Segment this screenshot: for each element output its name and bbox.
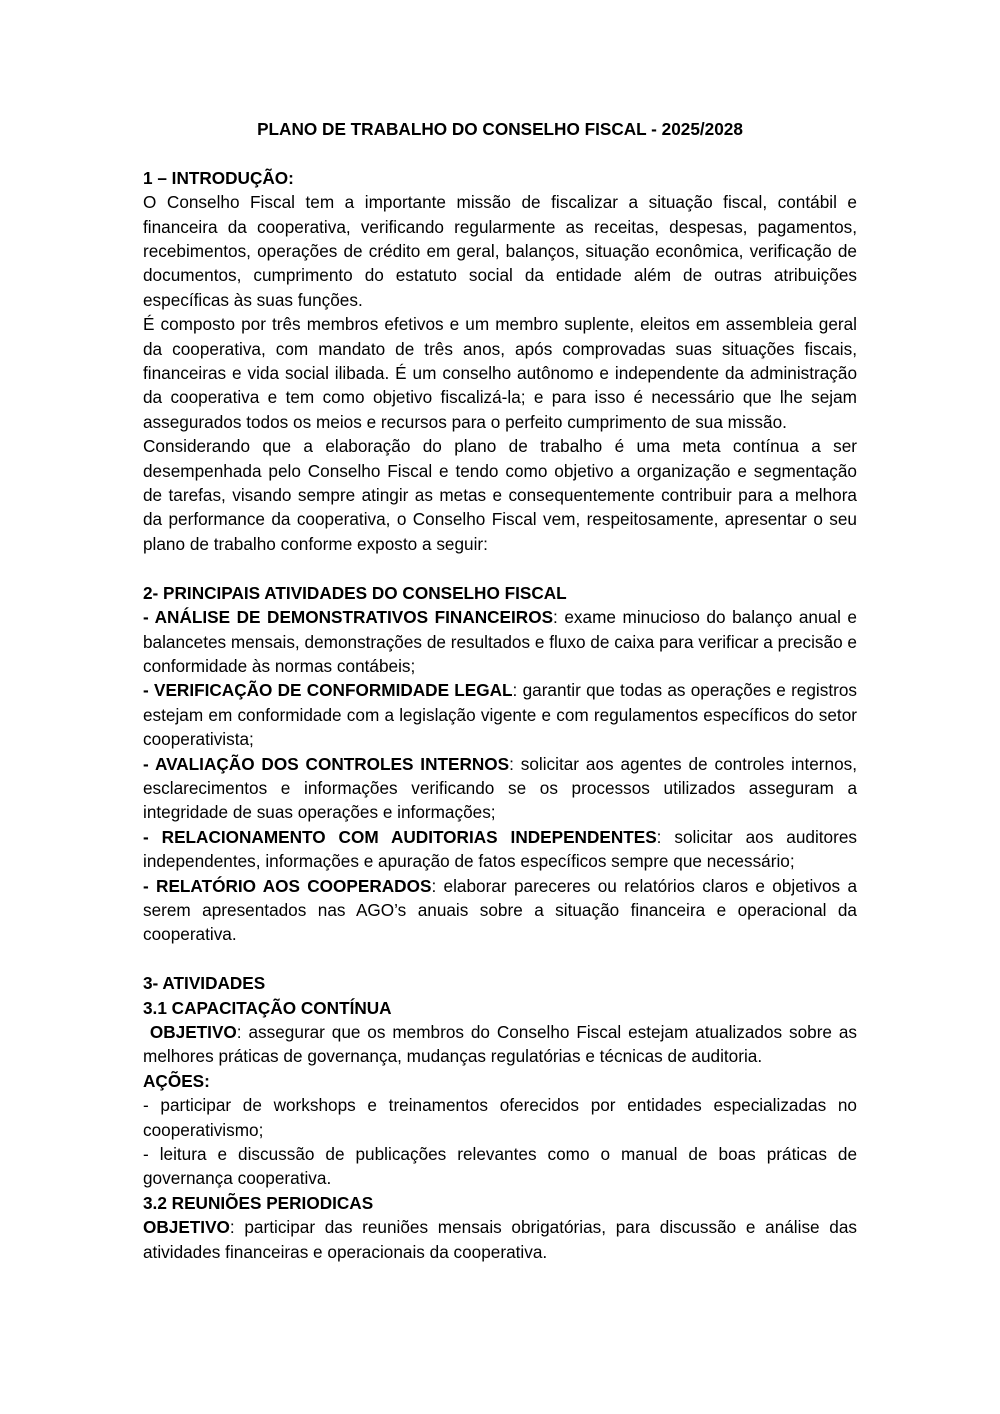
action-item: - leitura e discussão de publicações relevantes como o manual de boas práticas de governança cooperativa. xyxy=(143,1144,857,1189)
activity-item-text: : solicitar aos agentes de controles internos, esclarecimentos e informações verificando se os processos utilizados asseguram a integridade de suas operações e informações; xyxy=(143,753,858,823)
activity-item-lead: - ANÁLISE DE DEMONSTRATIVOS FINANCEIROS xyxy=(143,607,554,628)
activity-item-text: : solicitar aos auditores independentes, informações e apuração de fatos específicos sempre que necessário; xyxy=(143,826,857,872)
activity-item-lead: - RELATÓRIO AOS COOPERADOS xyxy=(143,875,432,896)
section-3-heading: 3- ATIVIDADES xyxy=(143,973,266,994)
subsection-3-1-heading: 3.1 CAPACITAÇÃO CONTÍNUA xyxy=(143,997,392,1018)
objective-paragraph xyxy=(143,1020,857,1069)
section-1-heading: 1 – INTRODUÇÃO: xyxy=(143,167,294,188)
action-item: - participar de workshops e treinamentos oferecidos por entidades especializadas no cooperativismo; xyxy=(143,1095,857,1140)
intro-paragraph-2: É composto por três membros efetivos e um membro suplente, eleitos em assembleia geral da cooperativa, com mandato de três anos, após comprovadas suas situações fiscais, financeiras e vida social ilibada. É um conselho autônomo e independente da administração da cooperativa e tem como objetivo fiscalizá-la; e para isso é necessário que lhe sejam assegurados todos os meios e recursos para o perfeito cumprimento de sua missão. xyxy=(143,314,857,432)
activity-item-lead: - AVALIAÇÃO DOS CONTROLES INTERNOS xyxy=(143,753,510,774)
objective-text: : assegurar que os membros do Conselho Fiscal estejam atualizados sobre as melhores práticas de governança, mudanças regulatórias e técnicas de auditoria. xyxy=(143,1021,858,1067)
activity-item xyxy=(143,752,857,825)
spacer xyxy=(143,556,857,580)
document-title: PLANO DE TRABALHO DO CONSELHO FISCAL - 2025/2028 xyxy=(257,119,743,139)
objective-lead: OBJETIVO xyxy=(143,1217,230,1238)
subsection-3-2-heading: 3.2 REUNIÕES PERIODICAS xyxy=(143,1192,374,1213)
activity-item xyxy=(143,874,857,947)
activity-item-text: : exame minucioso do balanço anual e balancetes mensais, demonstrações de resultados e fluxo de caixa para verificar a precisão e conformidade às normas contábeis; xyxy=(143,607,857,676)
actions-heading: AÇÕES: xyxy=(143,1070,210,1091)
activity-item xyxy=(143,825,857,874)
spacer xyxy=(143,947,857,971)
activity-item-lead: - RELACIONAMENTO COM AUDITORIAS INDEPENDENTES xyxy=(143,826,657,847)
objective-text: : participar das reuniões mensais obrigatórias, para discussão e análise das atividades financeiras e operacionais da cooperativa. xyxy=(143,1217,857,1262)
activity-item-lead: - VERIFICAÇÃO DE CONFORMIDADE LEGAL xyxy=(143,680,513,701)
objective-lead: OBJETIVO xyxy=(143,1021,237,1042)
activity-item xyxy=(143,605,857,678)
intro-paragraph-3: Considerando que a elaboração do plano de trabalho é uma meta contínua a ser desempenhada pelo Conselho Fiscal e tendo como objetivo a organização e segmentação de tarefas, visando sempre atingir as metas e consequentemente contribuir para a melhora da performance da cooperativa, o Conselho Fiscal vem, respeitosamente, apresentar o seu plano de trabalho conforme exposto a seguir: xyxy=(143,436,857,554)
objective-paragraph xyxy=(143,1215,857,1264)
activity-item-text: : garantir que todas as operações e registros estejam em conformidade com a legislação vigente e com regulamentos específicos do setor cooperativista; xyxy=(143,680,857,750)
activity-item-text: : elaborar pareceres ou relatórios claros e objetivos a serem apresentados nas AGO’s anuais sobre a situação financeira e operacional da cooperativa. xyxy=(143,875,857,945)
activity-item xyxy=(143,678,857,751)
intro-paragraph-1: O Conselho Fiscal tem a importante missão de fiscalizar a situação fiscal, contábil e financeira da cooperativa, verificando regularmente as receitas, despesas, pagamentos, recebimentos, operações de crédito em geral, balanços, situação econômica, verificação de documentos, cumprimento do estatuto social da entidade além de outras atribuições específicas às suas funções. xyxy=(143,192,857,310)
section-2-heading: 2- PRINCIPAIS ATIVIDADES DO CONSELHO FISCAL xyxy=(143,582,567,603)
document-page xyxy=(143,117,857,1264)
